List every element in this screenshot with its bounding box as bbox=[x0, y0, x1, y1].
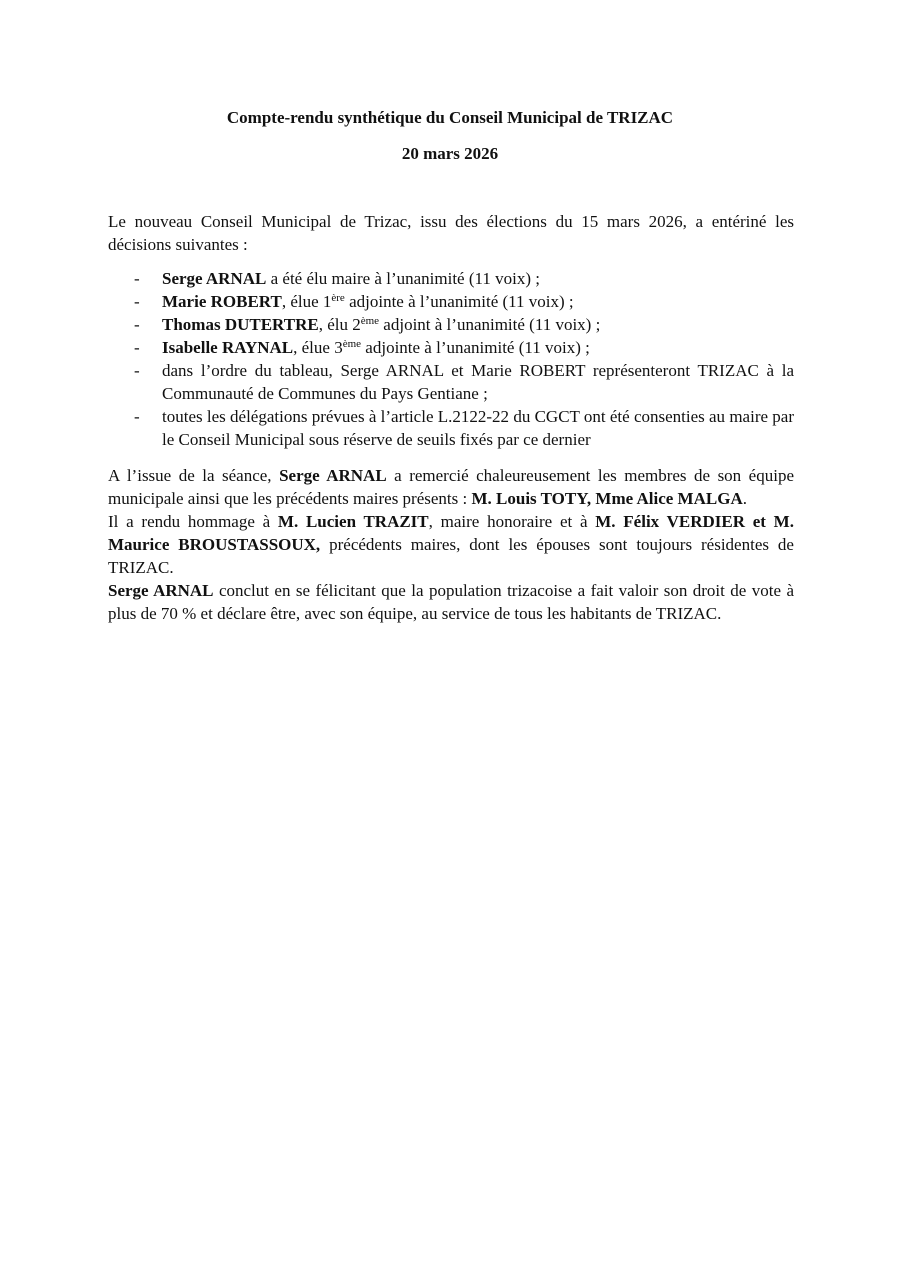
ordinal-suffix: ème bbox=[342, 338, 362, 350]
closing-text: a remercié chaleureusement les membres de son équipe municipale ainsi que les précédents maires présents : bbox=[108, 466, 794, 508]
elected-name: Isabelle RAYNAL bbox=[162, 338, 294, 357]
closing-paragraph-thanks bbox=[108, 464, 794, 510]
closing-paragraph-tribute bbox=[108, 510, 794, 579]
decision-text: adjointe à l’unanimité (11 voix) ; bbox=[344, 292, 574, 311]
decision-text: dans l’ordre du tableau, Serge ARNAL et Marie ROBERT représenteront TRIZAC à la Communauté de Communes du Pays Gentiane ; bbox=[162, 361, 794, 403]
bullet-marker: - bbox=[134, 269, 140, 288]
decision-text: adjoint à l’unanimité (11 voix) ; bbox=[379, 315, 601, 334]
list-item bbox=[108, 405, 794, 451]
former-mayors-present: M. Louis TOTY, Mme Alice MALGA bbox=[471, 489, 743, 508]
intro-paragraph: Le nouveau Conseil Municipal de Trizac, issu des élections du 15 mars 2026, a entériné les décisions suivantes : bbox=[108, 212, 794, 254]
decision-prefix: , élue 3 bbox=[293, 338, 343, 357]
closing-text: Il a rendu hommage à bbox=[108, 512, 278, 531]
elected-name: Serge ARNAL bbox=[162, 269, 267, 288]
closing-text: A l’issue de la séance, bbox=[108, 466, 280, 485]
closing-text: conclut en se félicitant que la population trizacoise a fait valoir son droit de vote à plus de 70 % et déclare être, avec son équipe, au service de tous les habitants de TRIZAC. bbox=[108, 581, 794, 623]
closing-text: . bbox=[742, 489, 747, 508]
decision-text: toutes les délégations prévues à l’article L.2122-22 du CGCT ont été consenties au maire par le Conseil Municipal sous réserve de seuils fixés par ce dernier bbox=[162, 407, 794, 449]
honorary-mayor-name: M. Lucien TRAZIT bbox=[277, 512, 429, 531]
list-item bbox=[108, 290, 794, 313]
list-item bbox=[108, 313, 794, 336]
mayor-name: Serge ARNAL bbox=[279, 466, 387, 485]
list-item bbox=[108, 336, 794, 359]
decision-text: adjointe à l’unanimité (11 voix) ; bbox=[361, 338, 590, 357]
bullet-marker: - bbox=[134, 407, 140, 426]
decision-prefix: , élu 2 bbox=[318, 315, 361, 334]
elected-name: Thomas DUTERTRE bbox=[162, 315, 319, 334]
closing-paragraph-conclusion bbox=[108, 579, 794, 625]
ordinal-suffix: ère bbox=[331, 292, 345, 304]
decisions-list bbox=[108, 267, 794, 451]
former-mayors-names: M. Félix VERDIER et M. Maurice BROUSTASSOUX, bbox=[108, 512, 794, 554]
closing-section bbox=[108, 464, 794, 625]
bullet-marker: - bbox=[134, 315, 140, 334]
document-title: Compte-rendu synthétique du Conseil Municipal de TRIZAC bbox=[226, 108, 674, 127]
mayor-name: Serge ARNAL bbox=[108, 581, 214, 600]
document-body bbox=[108, 210, 794, 625]
decision-prefix: , élue 1 bbox=[281, 292, 332, 311]
ordinal-suffix: ème bbox=[360, 315, 380, 327]
document-date: 20 mars 2026 bbox=[401, 144, 499, 163]
elected-name: Marie ROBERT bbox=[162, 292, 282, 311]
list-item bbox=[108, 359, 794, 405]
bullet-marker: - bbox=[134, 338, 140, 357]
bullet-marker: - bbox=[134, 292, 140, 311]
decision-text: a été élu maire à l’unanimité (11 voix) ; bbox=[266, 269, 540, 288]
list-item bbox=[108, 267, 794, 290]
closing-text: précédents maires, dont les épouses sont toujours résidentes de TRIZAC. bbox=[108, 535, 794, 577]
bullet-marker: - bbox=[134, 361, 140, 380]
closing-text: , maire honoraire et à bbox=[428, 512, 596, 531]
